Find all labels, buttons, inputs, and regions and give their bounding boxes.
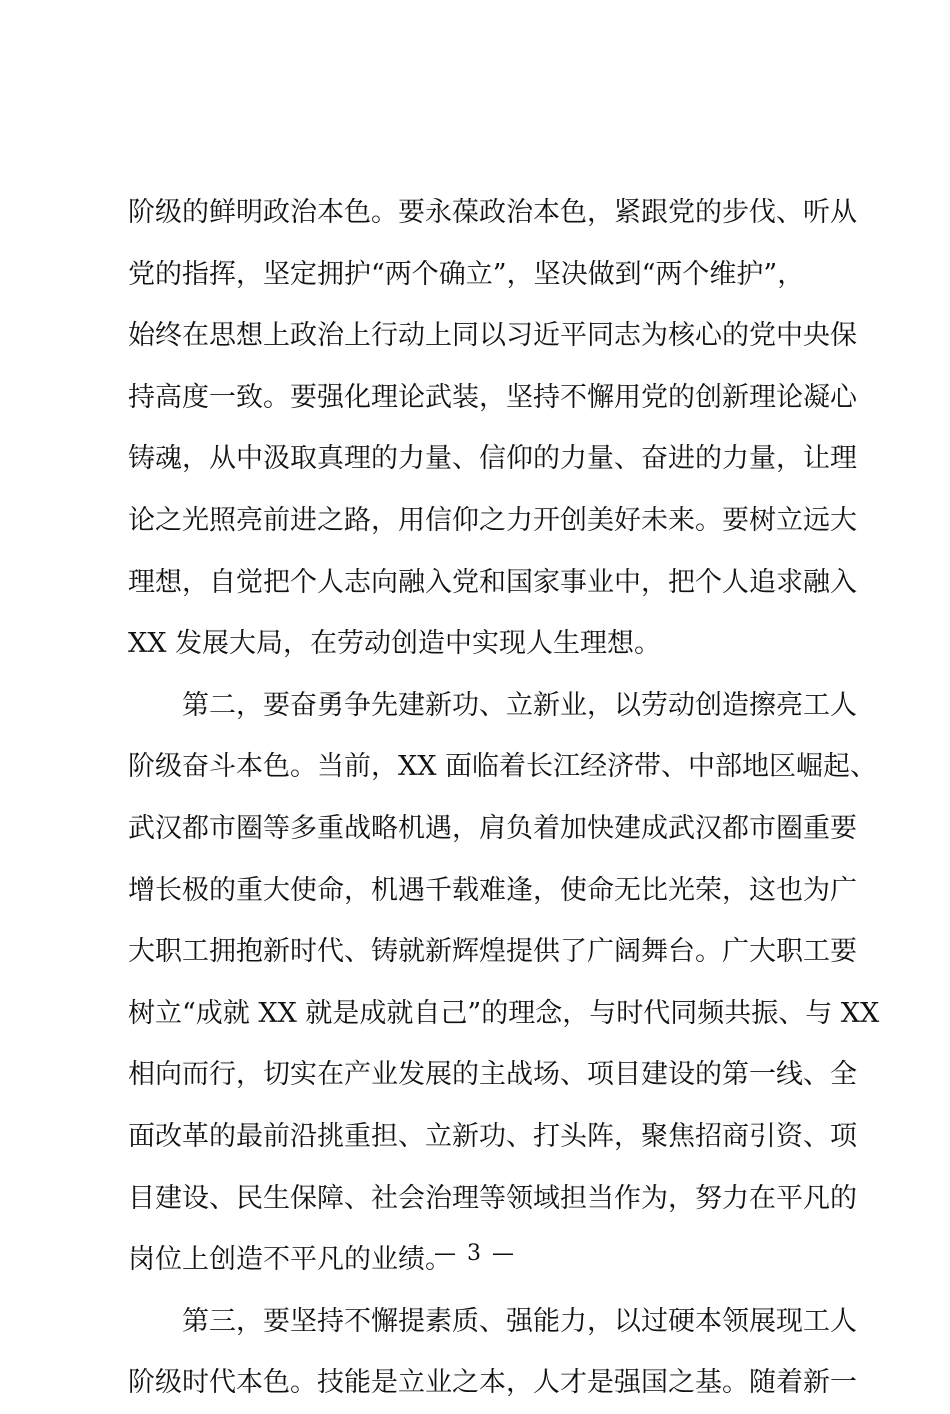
text-line: 铸魂，从中汲取真理的力量、信仰的力量、奋进的力量，让理 [128,443,857,475]
text-line: 阶级奋斗本色。当前，XX 面临着长江经济带、中部地区崛起、 [128,751,878,783]
paragraph-start-line: 第三，要坚持不懈提素质、强能力，以过硬本领展现工人 [182,1305,857,1337]
text-line: 目建设、民生保障、社会治理等领域担当作为，努力在平凡的 [128,1182,857,1214]
body-text [128,182,880,1414]
text-line: 面改革的最前沿挑重担、立新功、打头阵，聚焦招商引资、项 [128,1120,857,1152]
paragraph-start-line: 第二，要奋勇争先建新功、立新业，以劳动创造擦亮工人 [182,689,857,721]
text-line: 武汉都市圈等多重战略机遇，肩负着加快建成武汉都市圈重要 [128,812,857,844]
page-number: — 3 — [434,1241,516,1266]
text-line: 持高度一致。要强化理论武装，坚持不懈用党的创新理论凝心 [128,381,857,413]
text-line: 阶级时代本色。技能是立业之本，人才是强国之基。随着新一 [128,1367,857,1399]
text-line: 树立“成就 XX 就是成就自己”的理念，与时代同频共振、与 XX [128,997,880,1029]
text-line: 论之光照亮前进之路，用信仰之力开创美好未来。要树立远大 [128,504,857,536]
text-line: 增长极的重大使命，机遇千载难逢，使命无比光荣，这也为广 [128,874,857,906]
text-line: XX 发展大局，在劳动创造中实现人生理想。 [128,628,662,660]
text-line: 理想，自觉把个人志向融入党和国家事业中，把个人追求融入 [128,566,857,598]
text-line: 岗位上创造不平凡的业绩。 [128,1244,452,1276]
text-line: 相向而行，切实在产业发展的主战场、项目建设的第一线、全 [128,1059,857,1091]
text-line: 党的指挥，坚定拥护“两个确立”，坚决做到“两个维护”， [128,258,805,290]
text-line: 阶级的鲜明政治本色。要永葆政治本色，紧跟党的步伐、听从 [128,197,857,228]
text-line: 大职工拥抱新时代、铸就新辉煌提供了广阔舞台。广大职工要 [128,936,857,968]
text-line: 始终在思想上政治上行动上同以习近平同志为核心的党中央保 [128,320,857,352]
